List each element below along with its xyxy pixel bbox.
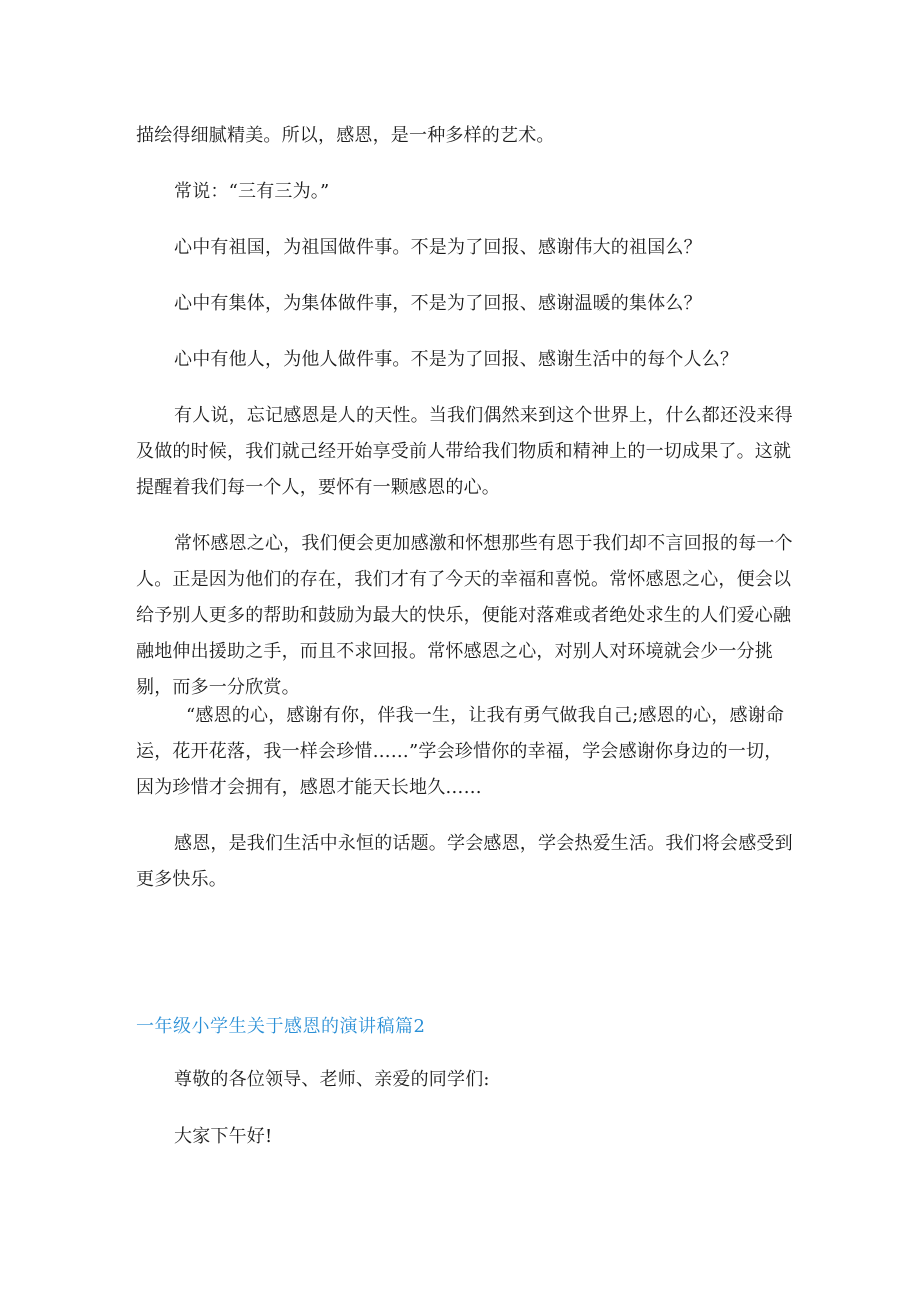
paragraph-human-nature: 有人说，忘记感恩是人的天性。当我们偶然来到这个世界上，什么都还没来得及做的时候，我们就己经开始享受前人带给我们物质和精神上的一切成果了。这就提醒着我们每一个人，要怀有一颗感恩的心。 [136, 405, 793, 498]
section-heading: 一年级小学生关于感恩的演讲稿篇2 [136, 1016, 426, 1037]
paragraph-three-haves: 常说：“三有三为。” [174, 181, 330, 202]
greeting-line: 尊敬的各位领导、老师、亲爱的同学们: [174, 1069, 490, 1090]
paragraph-song-quote: “感恩的心，感谢有你，伴我一生，让我有勇气做我自己;感恩的心，感谢命运，花开花落，我一样会珍惜……”学会珍惜你的幸福，学会感谢你身边的一切，因为珍惜才会拥有，感恩才能天长地久…… [136, 705, 785, 798]
paragraph-art-conclusion: 描绘得细腻精美。所以，感恩，是一种多样的艺术。 [136, 125, 555, 146]
paragraph-grateful-heart: 常怀感恩之心，我们便会更加感激和怀想那些有恩于我们却不言回报的每一个人。正是因为他们的存在，我们才有了今天的幸福和喜悦。常怀感恩之心，便会以给予别人更多的帮助和鼓励为最大的快乐，便能对落难或者绝处求生的人们爱心融融地伸出援助之手，而且不求回报。常怀感恩之心，对别人对环境就会少一分挑剔，而多一分欣赏。 [136, 533, 793, 698]
paragraph-eternal-topic: 感恩，是我们生活中永恒的话题。学会感恩，学会热爱生活。我们将会感受到更多快乐。 [136, 833, 793, 890]
paragraph-motherland: 心中有祖国，为祖国做件事。不是为了回报、感谢伟大的祖国么？ [174, 237, 702, 258]
salutation-line: 大家下午好! [174, 1126, 273, 1147]
paragraph-collective: 心中有集体，为集体做件事，不是为了回报、感谢温暖的集体么？ [174, 293, 702, 314]
paragraph-others: 心中有他人，为他人做件事。不是为了回报、感谢生活中的每个人么？ [174, 349, 739, 370]
